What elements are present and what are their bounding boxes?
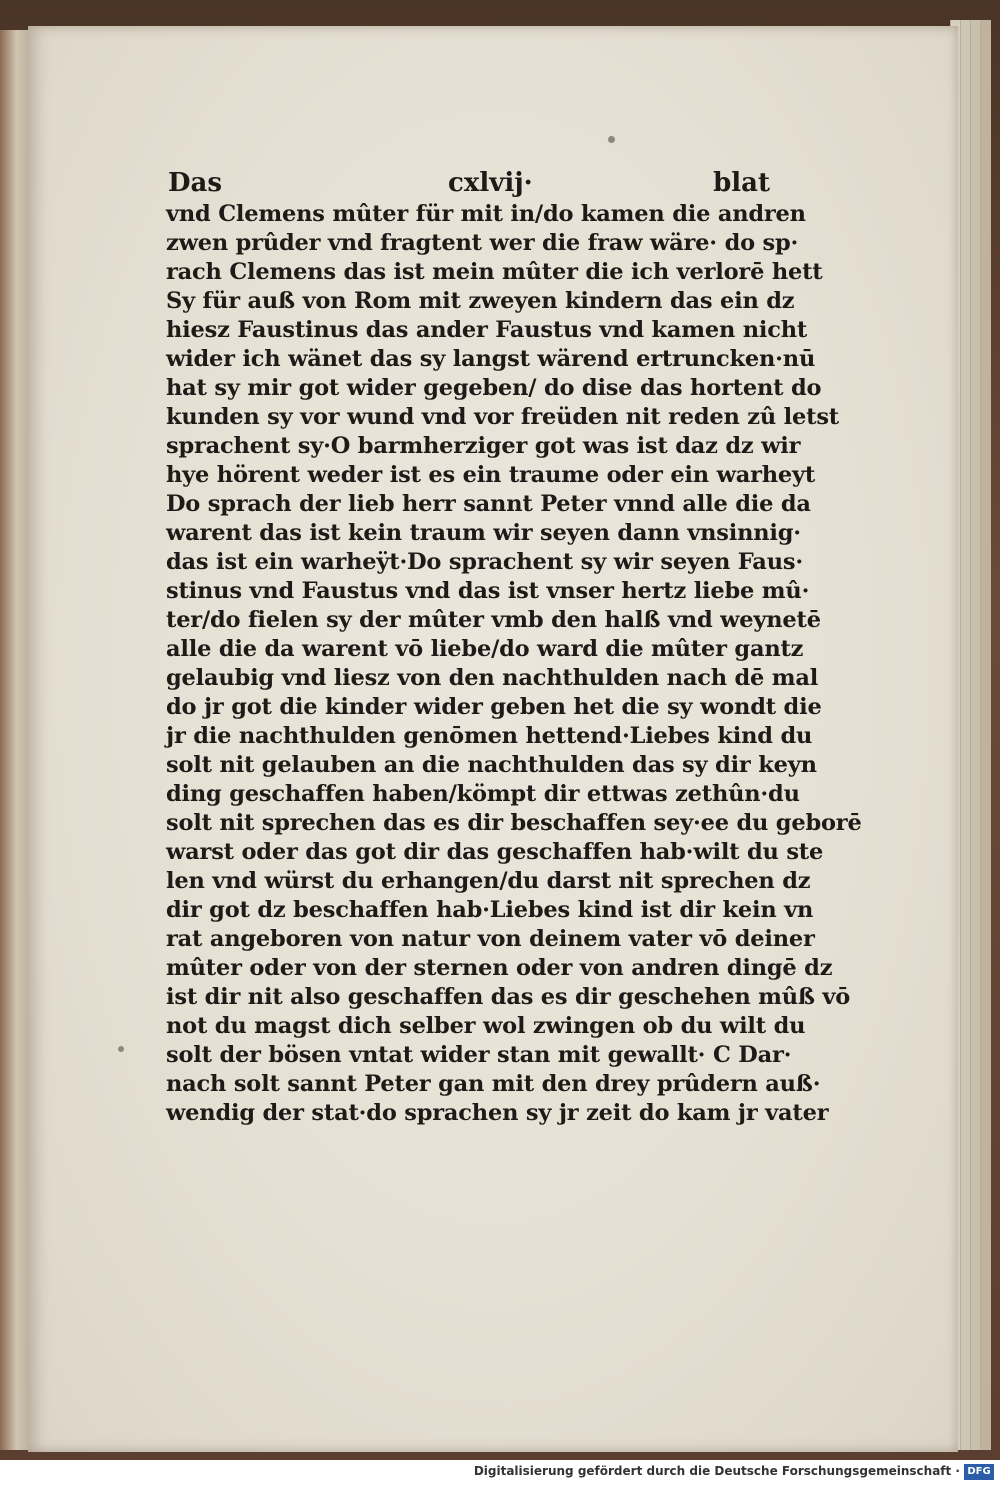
facing-page-edge — [0, 30, 30, 1450]
text-line: warent das ist kein traum wir seyen dann vnsinnig· — [166, 520, 801, 546]
text-line: stinus vnd Faustus vnd das ist vnser hertz liebe mû· — [166, 578, 810, 604]
text-line: wendig der stat·do sprachen sy jr zeit do kam jr vater — [166, 1100, 829, 1126]
running-header — [166, 164, 776, 200]
footer-credit: Digitalisierung gefördert durch die Deutsche Forschungsgemeinschaft · — [473, 1464, 960, 1478]
text-line: nach solt sannt Peter gan mit den drey prûdern auß· — [166, 1071, 821, 1097]
text-line: ter/do fielen sy der mûter vmb den halß vnd weynetē — [166, 607, 821, 633]
text-lines — [166, 200, 862, 1128]
folio-number: cxlvij· — [448, 168, 533, 198]
text-line: not du magst dich selber wol zwingen ob du wilt du — [166, 1013, 806, 1039]
text-block — [166, 164, 862, 1128]
page-edge — [980, 20, 991, 1450]
text-line: kunden sy vor wund vnd vor freüden nit reden zû letst — [166, 404, 839, 430]
text-line: hiesz Faustinus das ander Faustus vnd kamen nicht — [166, 317, 808, 343]
text-line: solt nit sprechen das es dir beschaffen sey·ee du geborē — [166, 810, 862, 836]
text-line: do jr got die kinder wider geben het die sy wondt die — [166, 694, 822, 720]
text-line: ist dir nit also geschaffen das es dir geschehen mûß vō — [166, 984, 851, 1010]
paper-speck — [118, 1046, 124, 1052]
paper-speck — [608, 136, 615, 143]
text-line: Sy für auß von Rom mit zweyen kindern das ein dz — [166, 288, 795, 314]
text-line: wider ich wänet das sy langst wärend ertruncken·nū — [166, 346, 816, 372]
header-right: blat — [713, 168, 770, 198]
text-line: len vnd würst du erhangen/du darst nit sprechen dz — [166, 868, 811, 894]
text-line: vnd Clemens mûter für mit in/do kamen die andren — [166, 201, 806, 227]
text-line: Do sprach der lieb herr sannt Peter vnnd alle die da — [166, 491, 811, 517]
text-line: dir got dz beschaffen hab·Liebes kind ist dir kein vn — [166, 897, 814, 923]
text-line: zwen prûder vnd fragtent wer die fraw wäre· do sp· — [166, 230, 799, 256]
text-line: warst oder das got dir das geschaffen hab·wilt du ste — [166, 839, 824, 865]
book-page — [28, 26, 958, 1452]
text-line: das ist ein warheÿt·Do sprachent sy wir seyen Faus· — [166, 549, 803, 575]
text-line: hye hörent weder ist es ein traume oder ein warheyt — [166, 462, 816, 488]
text-line: hat sy mir got wider gegeben/ do dise das hortent do — [166, 375, 822, 401]
text-line: rach Clemens das ist mein mûter die ich verlorē hett — [166, 259, 823, 285]
text-line: mûter oder von der sternen oder von andren dingē dz — [166, 955, 833, 981]
text-line: solt nit gelauben an die nachthulden das sy dir keyn — [166, 752, 817, 778]
dfg-logo: DFG — [964, 1464, 994, 1480]
header-left: Das — [168, 168, 223, 198]
text-line: alle die da warent vō liebe/do ward die mûter gantz — [166, 636, 804, 662]
text-line: ding geschaffen haben/kömpt dir ettwas zethûn·du — [166, 781, 800, 807]
text-line: gelaubig vnd liesz von den nachthulden nach dē mal — [166, 665, 819, 691]
text-line: sprachent sy·O barmherziger got was ist daz dz wir — [166, 433, 801, 459]
footer-bar — [0, 1460, 1000, 1486]
text-line: rat angeboren von natur von deinem vater vō deiner — [166, 926, 815, 952]
text-line: solt der bösen vntat wider stan mit gewallt· C Dar· — [166, 1042, 792, 1068]
text-line: jr die nachthulden genōmen hettend·Liebes kind du — [166, 723, 813, 749]
